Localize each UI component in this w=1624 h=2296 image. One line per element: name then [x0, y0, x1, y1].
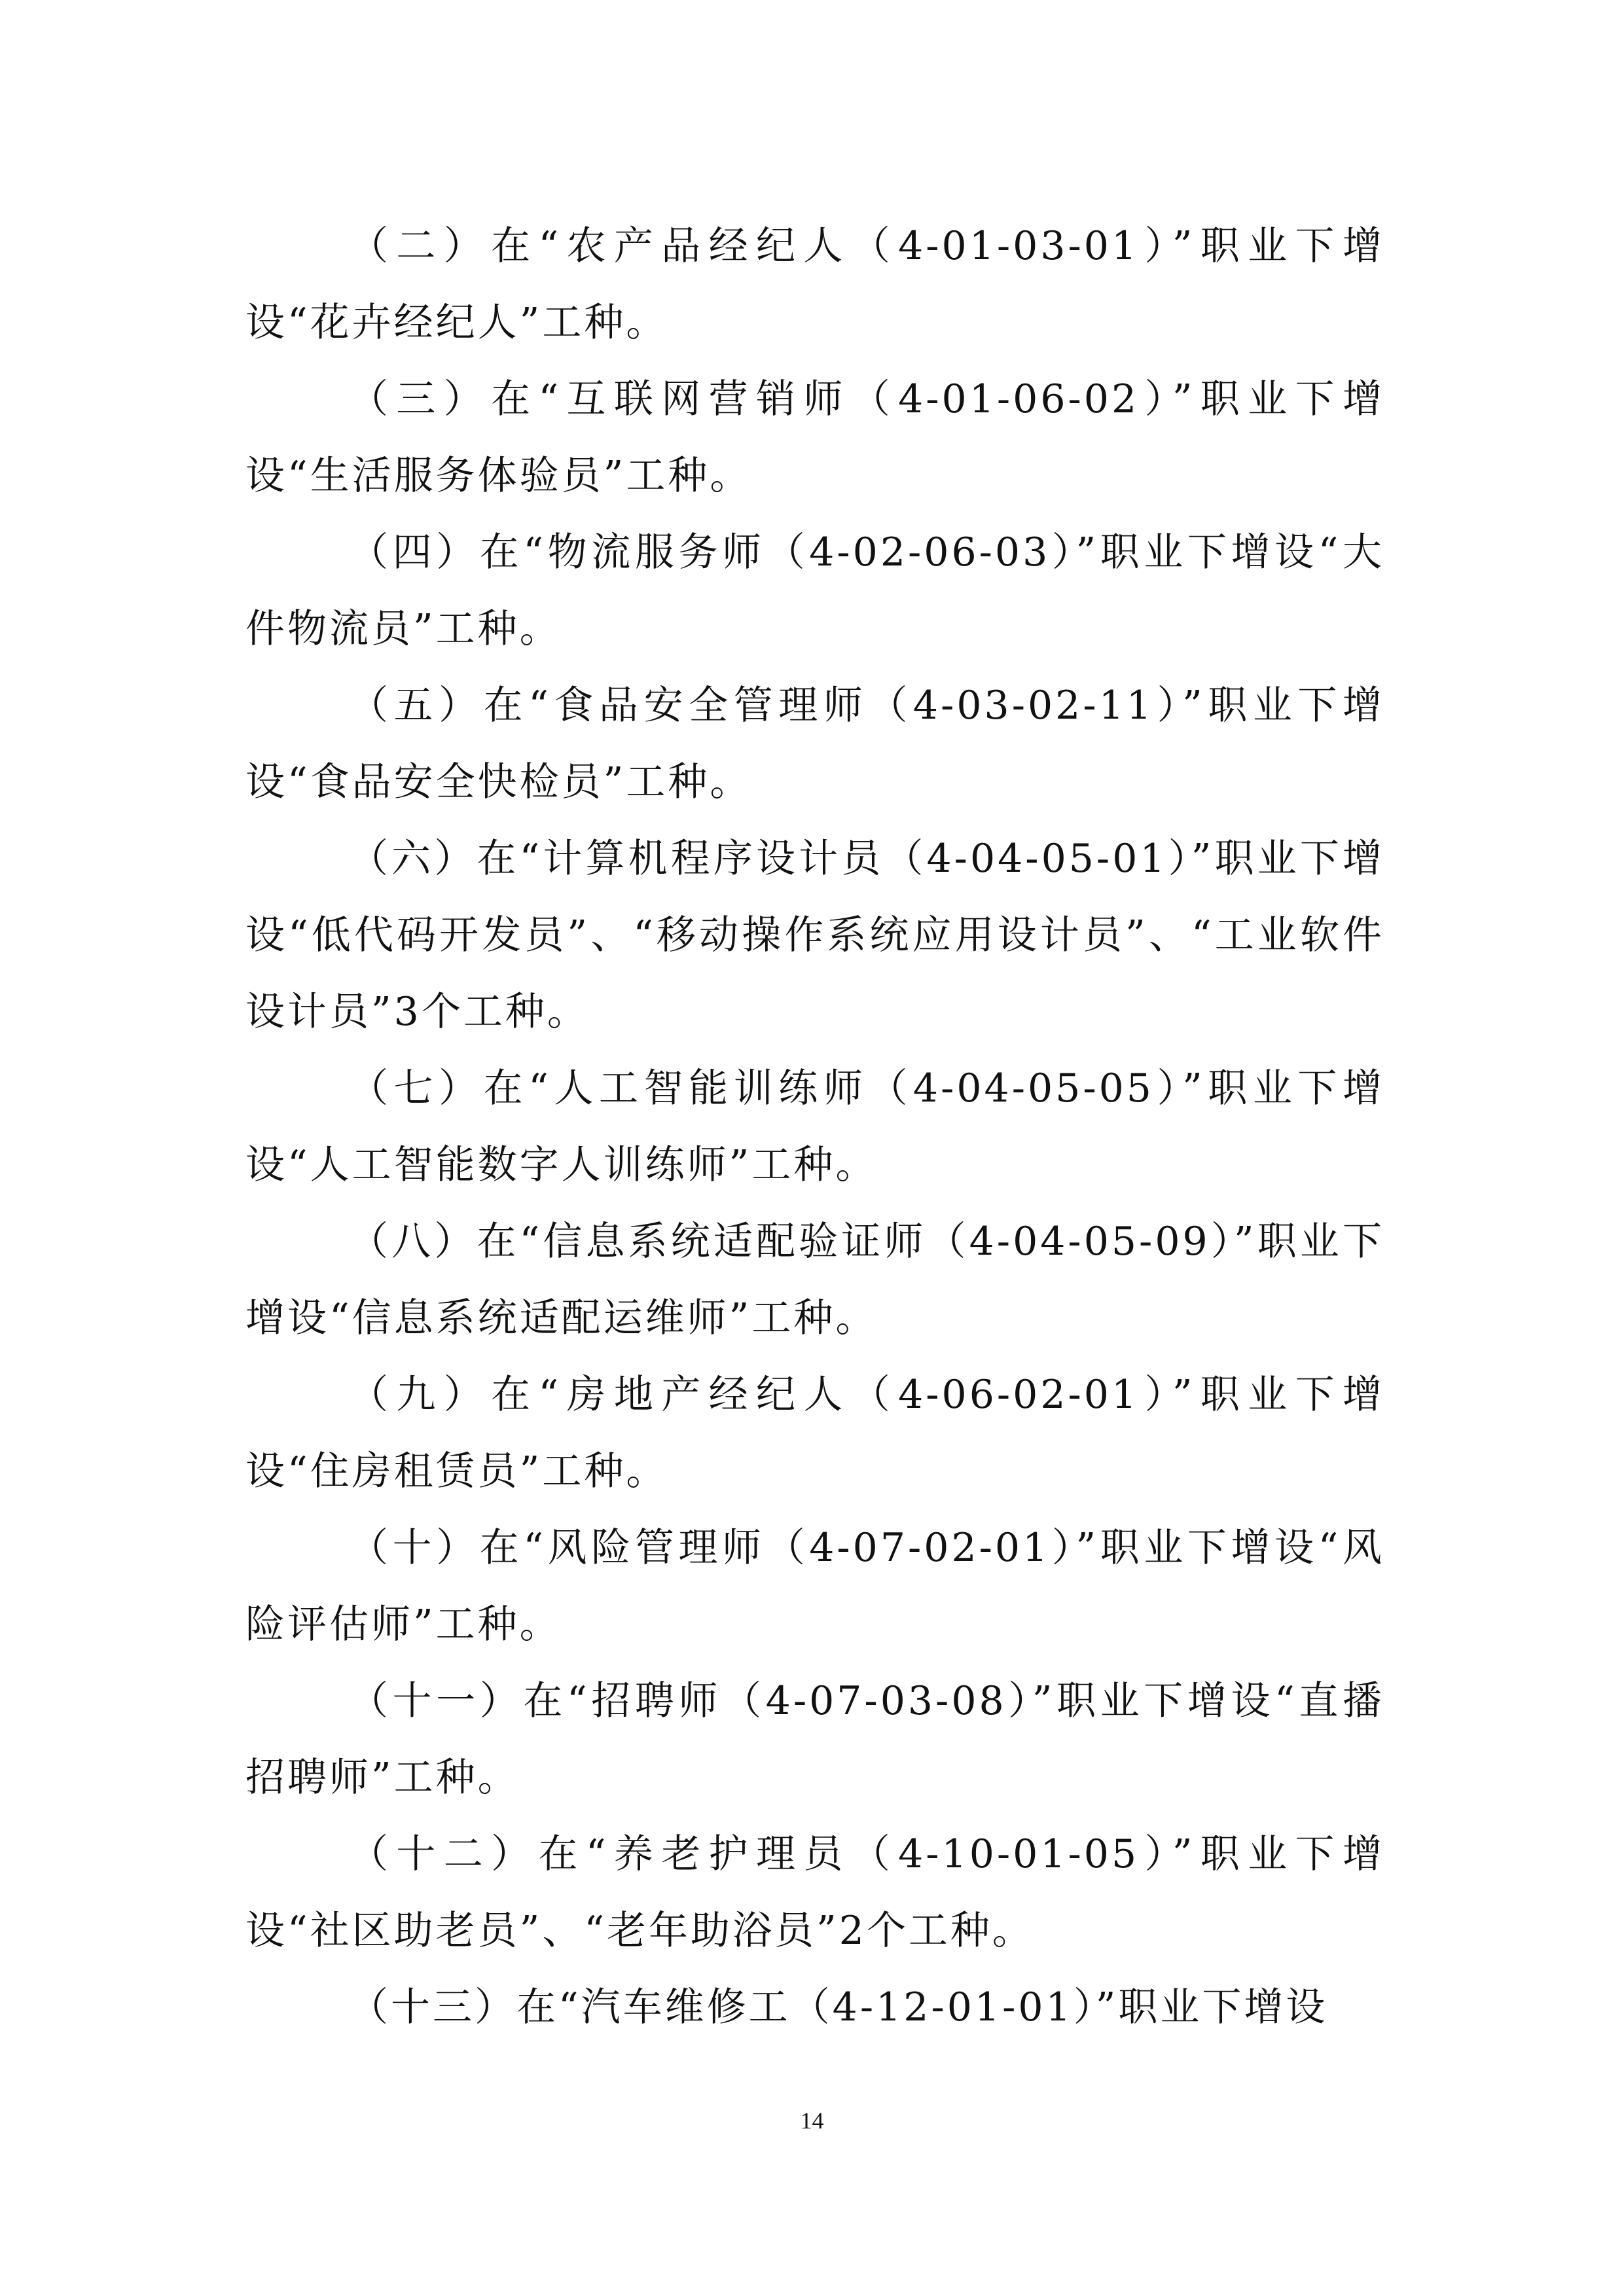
- paragraph-9: （九）在“房地产经纪人（4-06-02-01）”职业下增设“住房租赁员”工种。: [245, 1372, 1384, 1494]
- paragraph-8: （八）在“信息系统适配验证师（4-04-05-09）”职业下增设“信息系统适配运维师”工种。: [245, 1219, 1384, 1341]
- paragraph-13: （十三）在“汽车维修工（4-12-01-01）”职业下增设: [349, 1984, 1328, 2030]
- page-number: 14: [800, 2108, 824, 2134]
- paragraph-12: （十二）在“养老护理员（4-10-01-05）”职业下增设“社区助老员”、“老年助浴员”2个工种。: [245, 1831, 1384, 1954]
- paragraph-6: （六）在“计算机程序设计员（4-04-05-01）”职业下增设“低代码开发员”、“移动操作系统应用设计员”、“工业软件设计员”3个工种。: [245, 836, 1384, 1035]
- paragraph-7: （七）在“人工智能训练师（4-04-05-05）”职业下增设“人工智能数字人训练师”工种。: [245, 1066, 1384, 1188]
- body-text: [245, 208, 1384, 2046]
- paragraph-10: （十）在“风险管理师（4-07-02-01）”职业下增设“风险评估师”工种。: [245, 1525, 1384, 1647]
- paragraph-5: （五）在“食品安全管理师（4-03-02-11）”职业下增设“食品安全快检员”工种。: [245, 683, 1384, 805]
- paragraph-2: （二）在“农产品经纪人（4-01-03-01）”职业下增设“花卉经纪人”工种。: [245, 223, 1384, 346]
- paragraph-4: （四）在“物流服务师（4-02-06-03）”职业下增设“大件物流员”工种。: [245, 529, 1384, 652]
- paragraph-11: （十一）在“招聘师（4-07-03-08）”职业下增设“直播招聘师”工种。: [245, 1678, 1384, 1801]
- paragraph-3: （三）在“互联网营销师（4-01-06-02）”职业下增设“生活服务体验员”工种。: [245, 376, 1384, 499]
